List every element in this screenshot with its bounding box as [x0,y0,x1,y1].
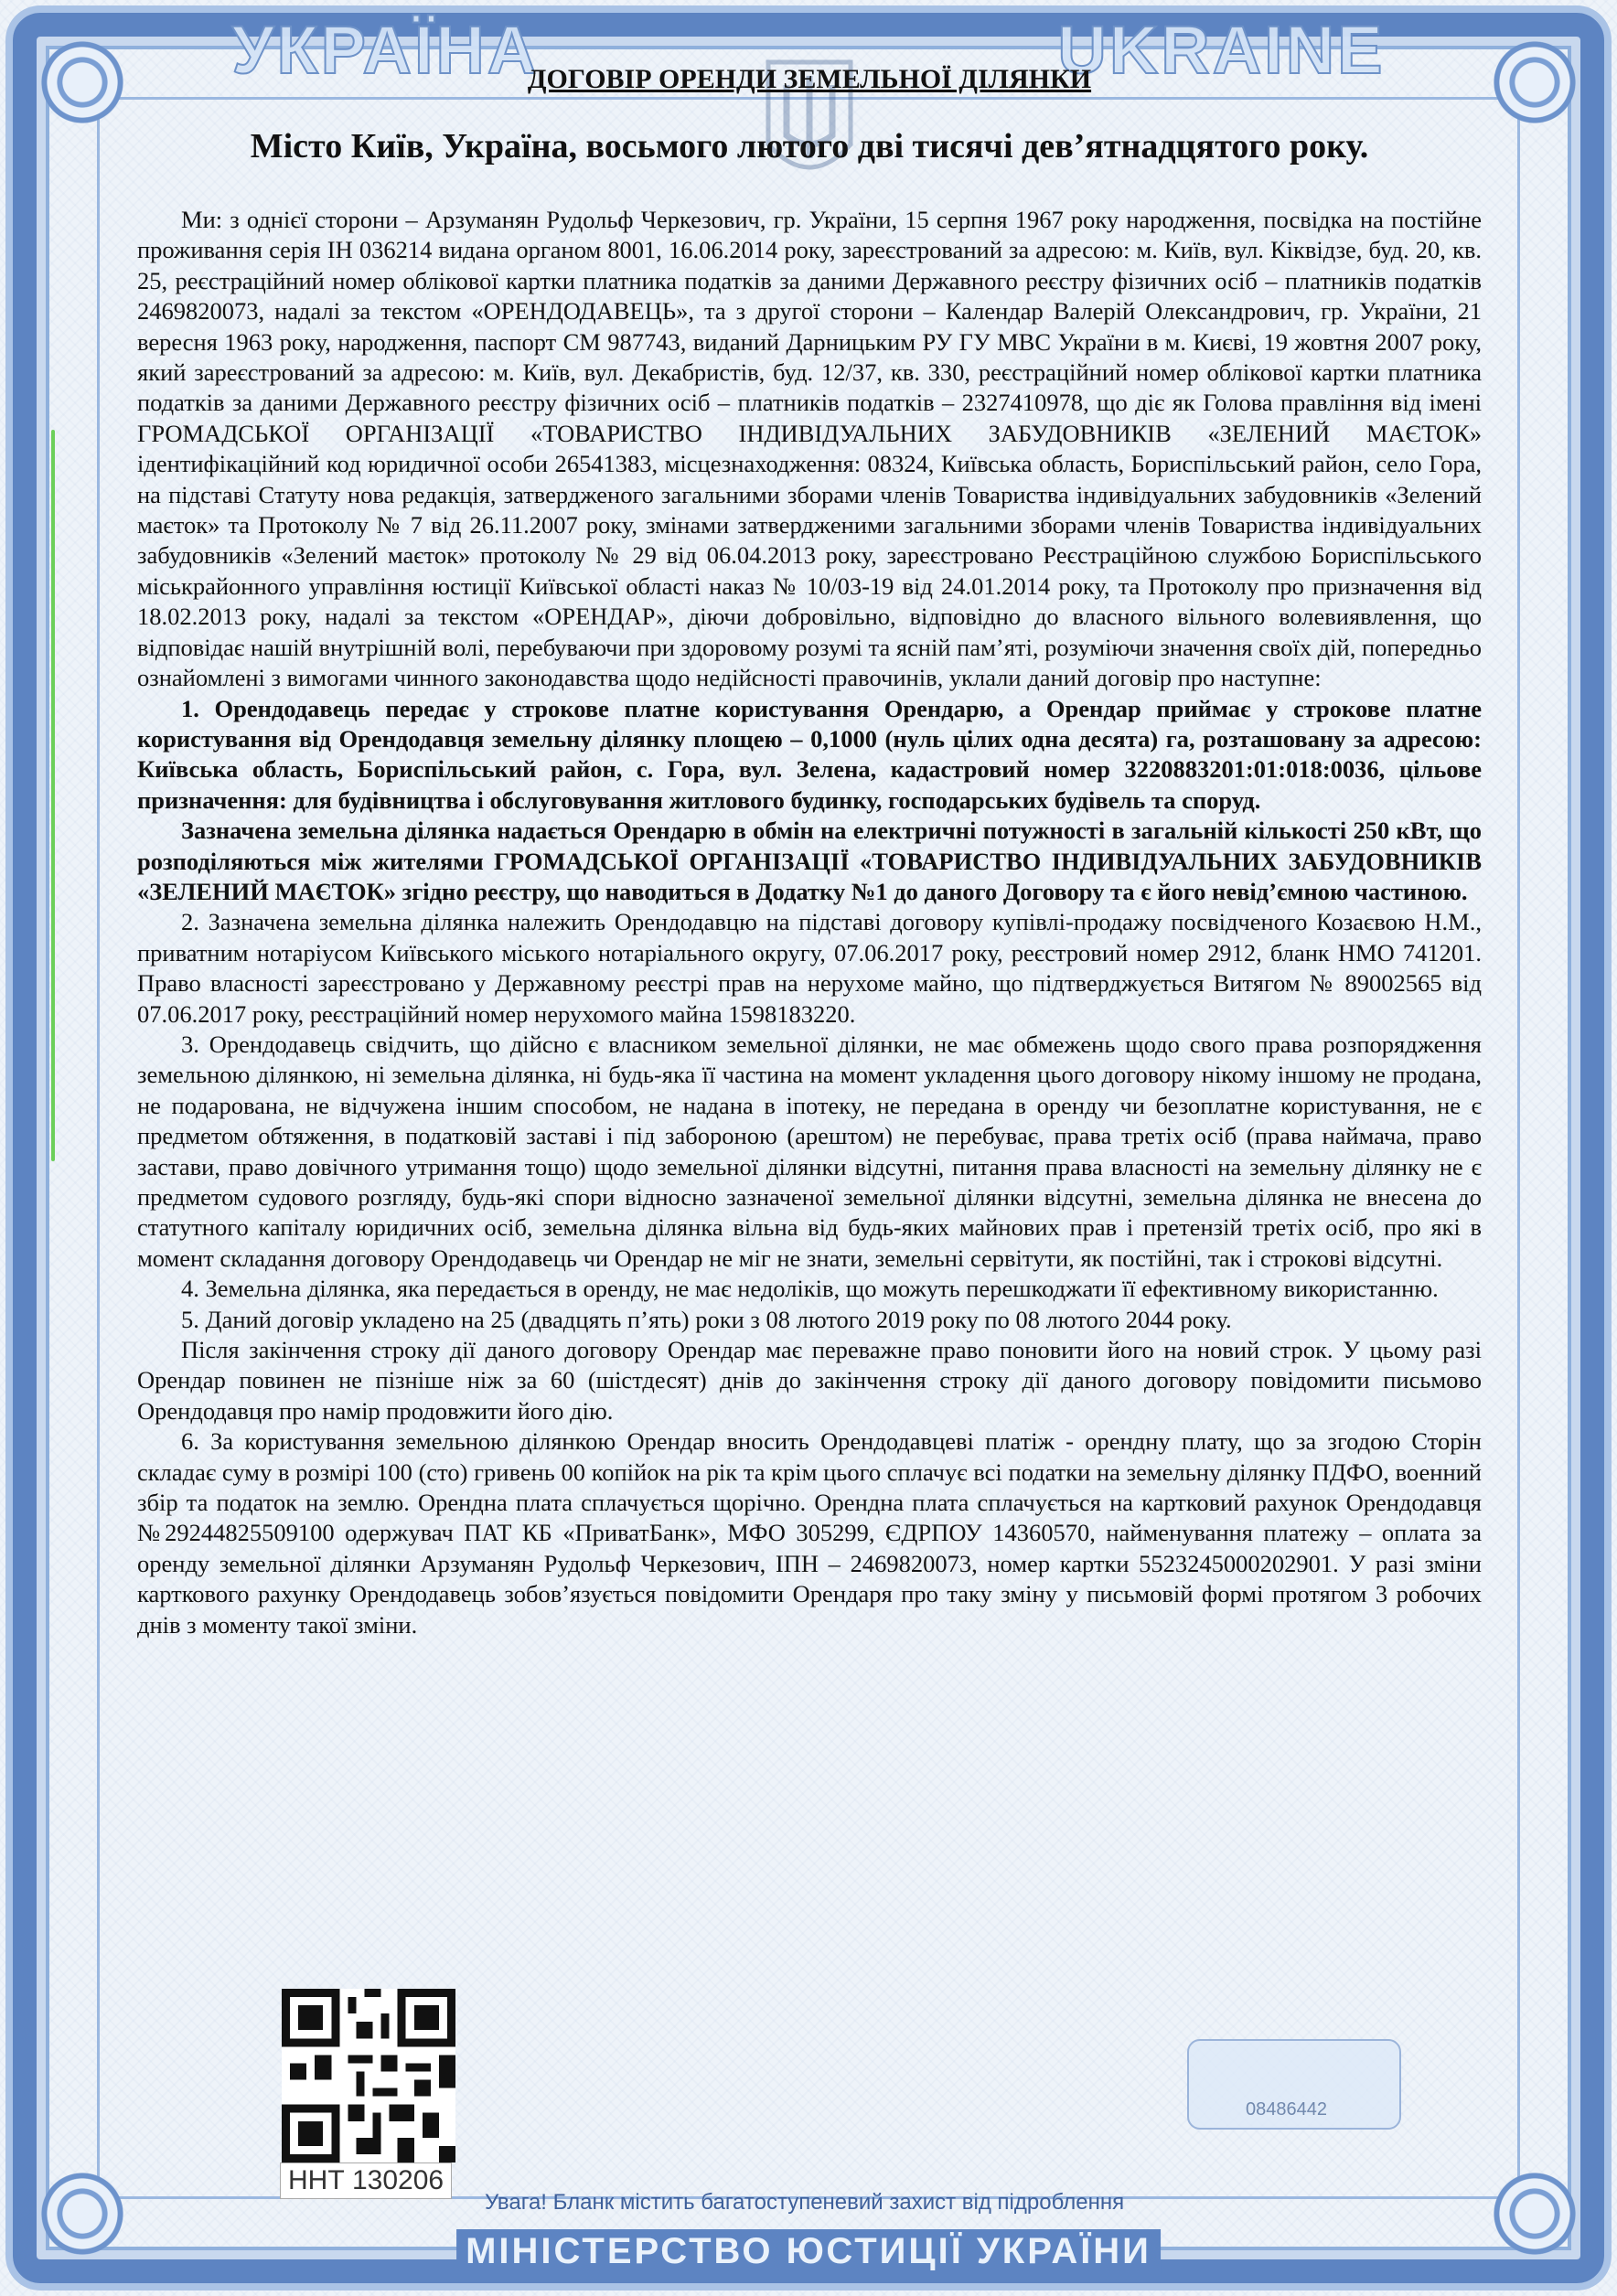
document-title: ДОГОВІР ОРЕНДИ ЗЕМЕЛЬНОЇ ДІЛЯНКИ [527,64,1092,94]
blank-code: ННТ 130206 [280,2163,452,2199]
clause-5: 5. Даний договір укладено на 25 (двадцять п’ять) роки з 08 лютого 2019 року по 08 лютого 2044 року. [181,1305,1232,1333]
clause-2: 2. Зазначена земельна ділянка належить Орендодавцю на підставі договору купівлі-продажу посвідченого Козаєвою Н.М., приватним нотаріусом Київського міського нотаріального округу, 07.06.2017 року, реєстровий номер 2912, бланк НМО 741201. Право власності зареєстровано у Державному реєстрі прав на нерухоме майно, що підтверджується Витягом № 89002565 від 07.06.2017 року, реєстраційний номер нерухомого майна 1598183220. [137,908,1482,1028]
clause-4: 4. Земельна ділянка, яка передається в оренду, не має недоліків, що можуть перешкоджати її ефективному використанню. [181,1275,1439,1303]
clause-5-renewal: Після закінчення строку дії даного договору Орендар має переважне право поновити його на новий строк. У цьому разі Орендар повинен не пізніше ніж за 60 (шістдесят) днів до закінчення строку дії даного договору повідомити письмово Орендодавця про намір продовжити його дію. [137,1336,1482,1425]
rosette-icon [27,2159,137,2269]
security-warning: Увага! Бланк містить багатоступеневий захист від підроблення [485,2190,1125,2215]
banner-top-left: УКРАЇНА [231,12,540,88]
clause-6: 6. За користування земельною ділянкою Орендар вносить Орендодавцеві платіж - орендну плату, що за згодою Сторін складає суму в розмірі 100 (сто) гривень 00 копійок на рік та крім цього сплачує всі податки на земельну ділянку ПДФО, военний збір та податок на землю. Орендна плата сплачується щорічно. Орендна плата сплачується на картковий рахунок Орендодавця №29244825509100 одержувач ПАТ КБ «ПриватБанк», МФО 305299, ЄДРПОУ 14360570, найменування платежу – оплата за оренду земельної ділянки Арзуманян Рудольф Черкезович, ІПН – 2469820073, номер картки 5523245000202901. У разі зміни карткового рахунку Орендодавець зобов’язується повідомити Орендаря про таку зміну у письмовій формі протягом 3 робочих днів з моменту такої зміни. [137,1427,1482,1639]
place-date-line: Місто Київ, Україна, восьмого лютого дві тисячі дев’ятнадцятого року. [250,127,1369,166]
rosette-icon [1480,2159,1590,2269]
serial-number: 08486442 [1246,2099,1327,2120]
clause-1-note: Зазначена земельна ділянка надається Орендарю в обмін на електричні потужності в загальній кількості 250 кВт, що розподіляються між жителями ГРОМАДСЬКОЇ ОРГАНІЗАЦІЇ «ТОВАРИСТВО ІНДИВІДУАЛЬНИХ ЗАБУДОВНИКІВ «ЗЕЛЕНИЙ МАЄТОК» згідно реєстру, що наводиться в Додатку №1 до даного Договору та є його невід’ємною частиною. [137,817,1482,905]
green-thread [51,430,55,1161]
rosette-icon [1480,27,1590,137]
clause-1: 1. Орендодавець передає у строкове платне користування Орендарю, а Орендар приймає у строкове платне користування від Орендодавця земельну ділянку площею – 0,1000 (нуль цілих одна десята) га, розташовану за адресою: Київська область, Бориспільський район, с. Гора, вул. Зелена, кадастровий номер 3220883201:01:018:0036, цільове призначення: для будівництва і обслуговування житлового будинку, господарських будівель та споруд. [137,694,1482,814]
qr-code-icon [282,1989,455,2163]
rosette-icon [27,27,137,137]
banner-bottom: МІНІСТЕРСТВО ЮСТИЦІЇ УКРАЇНИ [456,2229,1161,2274]
contract-body [137,55,1482,1640]
banner-top-right: UKRAINE [1057,12,1386,88]
clause-3: 3. Орендодавець свідчить, що дійсно є власником земельної ділянки, не має обмежень щодо свого права розпорядження земельною ділянкою, ні земельна ділянка, ні будь-яка її частина на момент укладення цього договору нікому іншому не продана, не подарована, не відчужена іншим способом, не надана в іпотеку, не передана в оренду чи безоплатне користування, не є предметом обтяження, в податковій заставі і під забороною (арештом) не перебуває, права третіх осіб (права наймача, право застави, право довічного утримання тощо) щодо земельної ділянки відсутні, питання права власності на земельну ділянку не є предметом судового розгляду, будь-які спори відносно зазначеної земельної ділянки відсутні, земельна ділянка не внесена до статутного капіталу юридичних осіб, земельна ділянка вільна від будь-яких майнових прав і претензій третіх осіб, про які в момент складання договору Орендодавець чи Орендар не міг не знати, земельні сервітути, як постійні, так і строкові відсутні. [137,1030,1482,1272]
preamble-paragraph: Ми: з однієї сторони – Арзуманян Рудольф Черкезович, гр. України, 15 серпня 1967 року народження, посвідка на постійне проживання серія ІН 036214 видана органом 8001, 16.06.2014 року, зареєстрований за адресою: м. Київ, вул. Кіквідзе, буд. 20, кв. 25, реєстраційний номер облікової картки платника податків за даними Державного реєстру фізичних осіб – платників податків 2469820073, надалі за текстом «ОРЕНДОДАВЕЦЬ», та з другої сторони – Календар Валерій Олександрович, гр. України, 21 вересня 1963 року, народження, паспорт СМ 987743, виданий Дарницьким РУ ГУ МВС України в м. Києві, 19 жовтня 2007 року, який зареєстрований за адресою: м. Київ, вул. Декабристів, буд. 12/37, кв. 330, реєстраційний номер облікової картки платника податків за даними Державного реєстру фізичних осіб – платників податків – 2327410978, що діє як Голова правління від імені ГРОМАДСЬКОЇ ОРГАНІЗАЦІЇ «ТОВАРИСТВО ІНДИВІДУАЛЬНИХ ЗАБУДОВНИКІВ «ЗЕЛЕНИЙ МАЄТОК» ідентифікаційний код юридичної особи 26541383, місцезнаходження: 08324, Київська область, Бориспільський район, село Гора, на підставі Статуту нова редакція, затвердженого загальними зборами членів Товариства індивідуальних забудовників «Зелений маєток» та Протоколу № 7 від 26.11.2007 року, змінами затвердженими загальними зборами членів Товариства індивідуальних забудовників «Зелений маєток» протоколу № 29 від 06.04.2013 року, зареєстровано Реєстраційною службою Бориспільського міськрайонного управління юстиції Київської області наказ № 10/03-19 від 24.01.2014 року, та Протоколу про призначення від 18.02.2013 року, надалі за текстом «ОРЕНДАР», діючи добровільно, відповідно до власного вільного волевиявлення, що відповідає нашій внутрішній волі, перебуваючи при здоровому розумі та ясній пам’яті, розуміючи значення своїх дій, попередньо ознайомлені з вимогами чинного законодавства щодо недійсності правочинів, уклали даний договір про наступне: [137,206,1482,692]
